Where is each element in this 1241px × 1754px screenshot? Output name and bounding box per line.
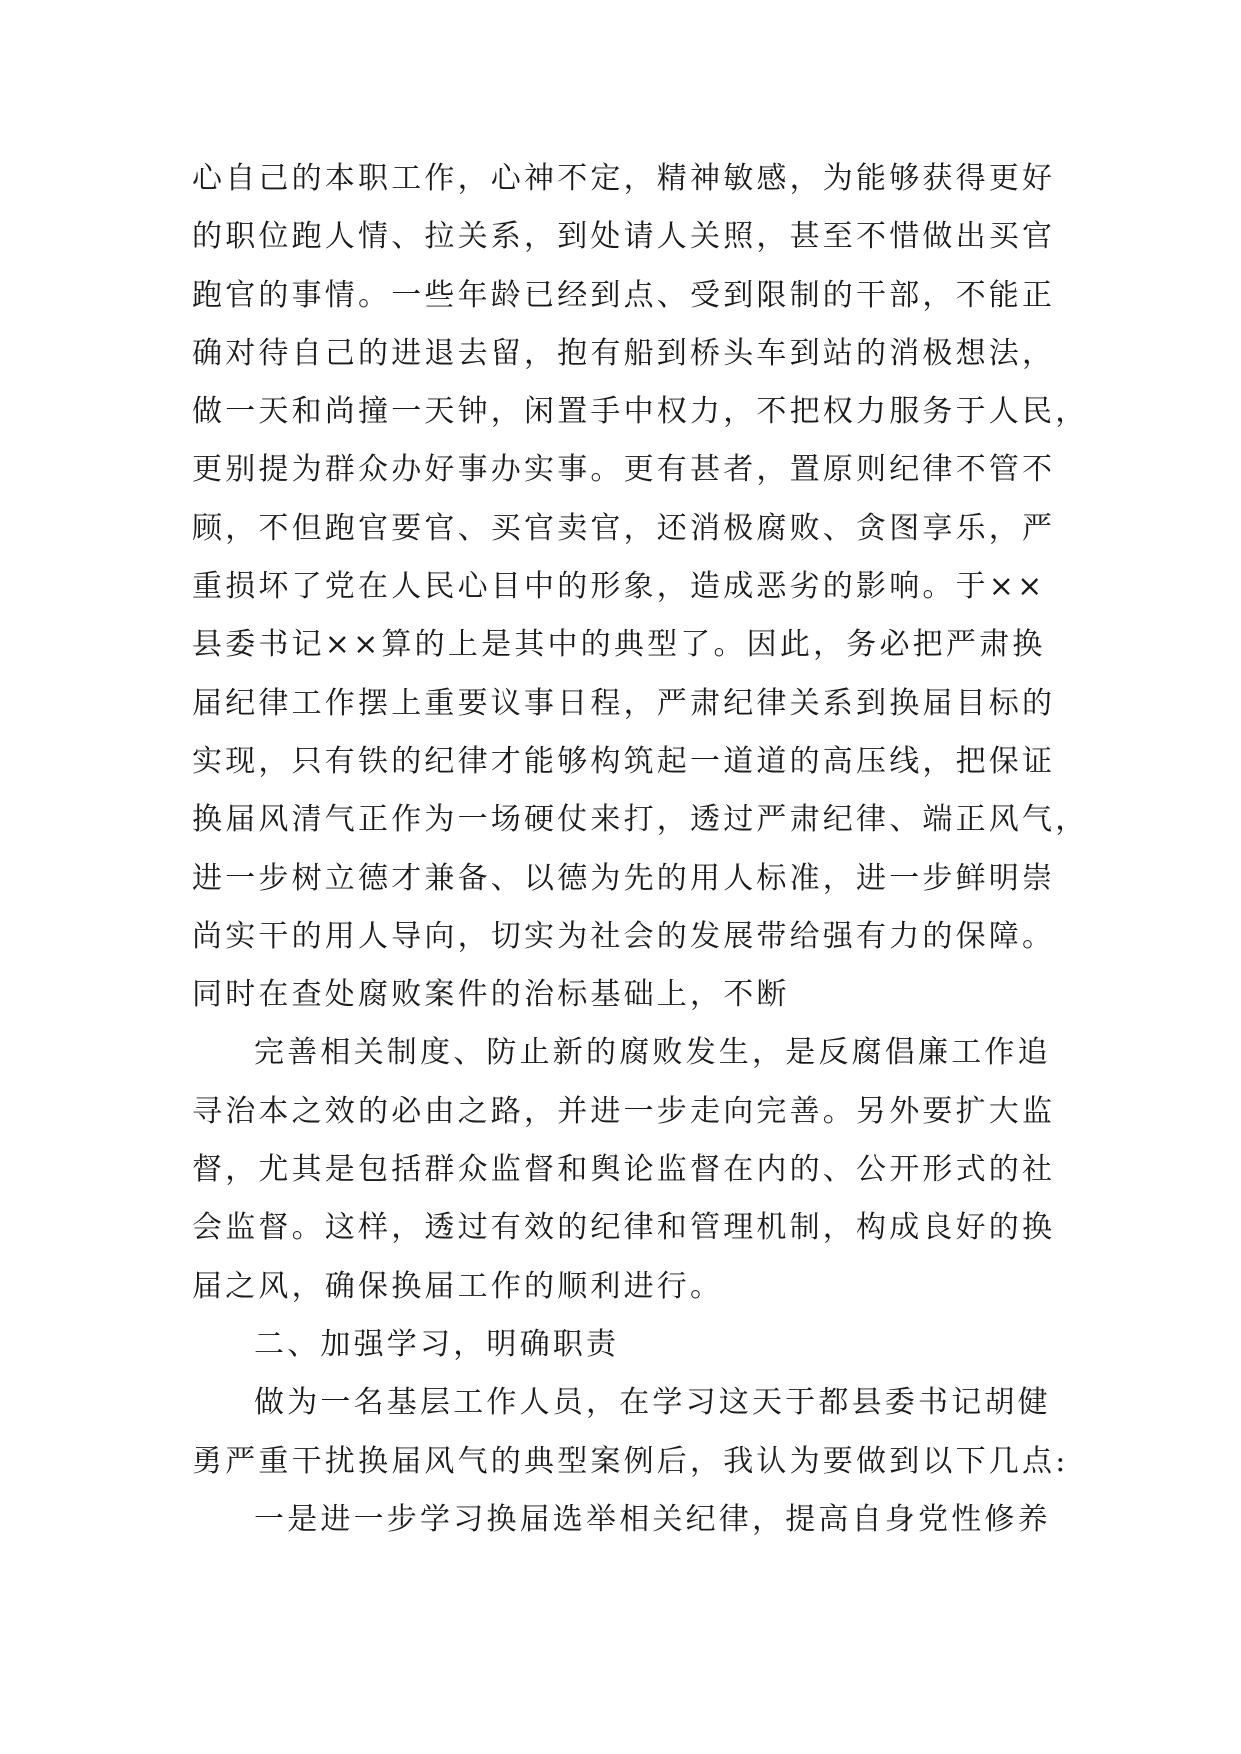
text-line: 心自己的本职工作，心神不定，精神敏感，为能够获得更好 (192, 161, 1056, 196)
text-line: 尚实干的用人导向，切实为社会的发展带给强有力的保障。 (192, 918, 1056, 954)
text-line: 二、加强学习，明确职责 (254, 1326, 620, 1362)
text-line: 同时在查处腐败案件的治标基础上，不断 (192, 977, 790, 1013)
text-line: 届纪律工作摆上重要议事日程，严肃纪律关系到换届目标的 (192, 685, 1056, 721)
text-line: 实现，只有铁的纪律才能够构筑起一道道的高压线，把保证 (192, 743, 1056, 779)
text-line: 更别提为群众办好事办实事。更有甚者，置原则纪律不管不 (192, 452, 1056, 488)
text-line: 换届风清气正作为一场硬仗来打，透过严肃纪律、端正风气， (192, 802, 1089, 838)
text-line: 重损坏了党在人民心目中的形象，造成恶劣的影响。于×× (192, 569, 1046, 605)
text-line: 确对待自己的进退去留，抱有船到桥头车到站的消极想法， (192, 335, 1056, 371)
text-line: 顾，不但跑官要官、买官卖官，还消极腐败、贪图享乐，严 (192, 510, 1056, 546)
text-line: 做为一名基层工作人员，在学习这天于都县委书记胡健 (254, 1385, 1051, 1421)
text-line: 会监督。这样，透过有效的纪律和管理机制，构成良好的换 (192, 1210, 1056, 1246)
text-line: 的职位跑人情、拉关系，到处请人关照，甚至不惜做出买官 (192, 219, 1056, 255)
text-line: 勇严重干扰换届风气的典型案例后，我认为要做到以下几点: (192, 1443, 1069, 1479)
text-line: 届之风，确保换届工作的顺利进行。 (192, 1268, 724, 1304)
text-line: 完善相关制度、防止新的腐败发生，是反腐倡廉工作追 (254, 1035, 1051, 1071)
document-body (192, 150, 1089, 1549)
text-line: 做一天和尚撞一天钟，闲置手中权力，不把权力服务于人民， (192, 394, 1089, 430)
text-line: 寻治本之效的必由之路，并进一步走向完善。另外要扩大监 (192, 1093, 1056, 1129)
text-line: 督，尤其是包括群众监督和舆论监督在内的、公开形式的社 (192, 1152, 1056, 1188)
text-line: 县委书记××算的上是其中的典型了。因此，务必把严肃换 (192, 627, 1046, 663)
text-line: 一是进一步学习换届选举相关纪律，提高自身党性修养 (254, 1501, 1051, 1537)
text-line: 跑官的事情。一些年龄已经到点、受到限制的干部，不能正 (192, 277, 1056, 313)
text-line: 进一步树立德才兼备、以德为先的用人标准，进一步鲜明崇 (192, 860, 1056, 896)
